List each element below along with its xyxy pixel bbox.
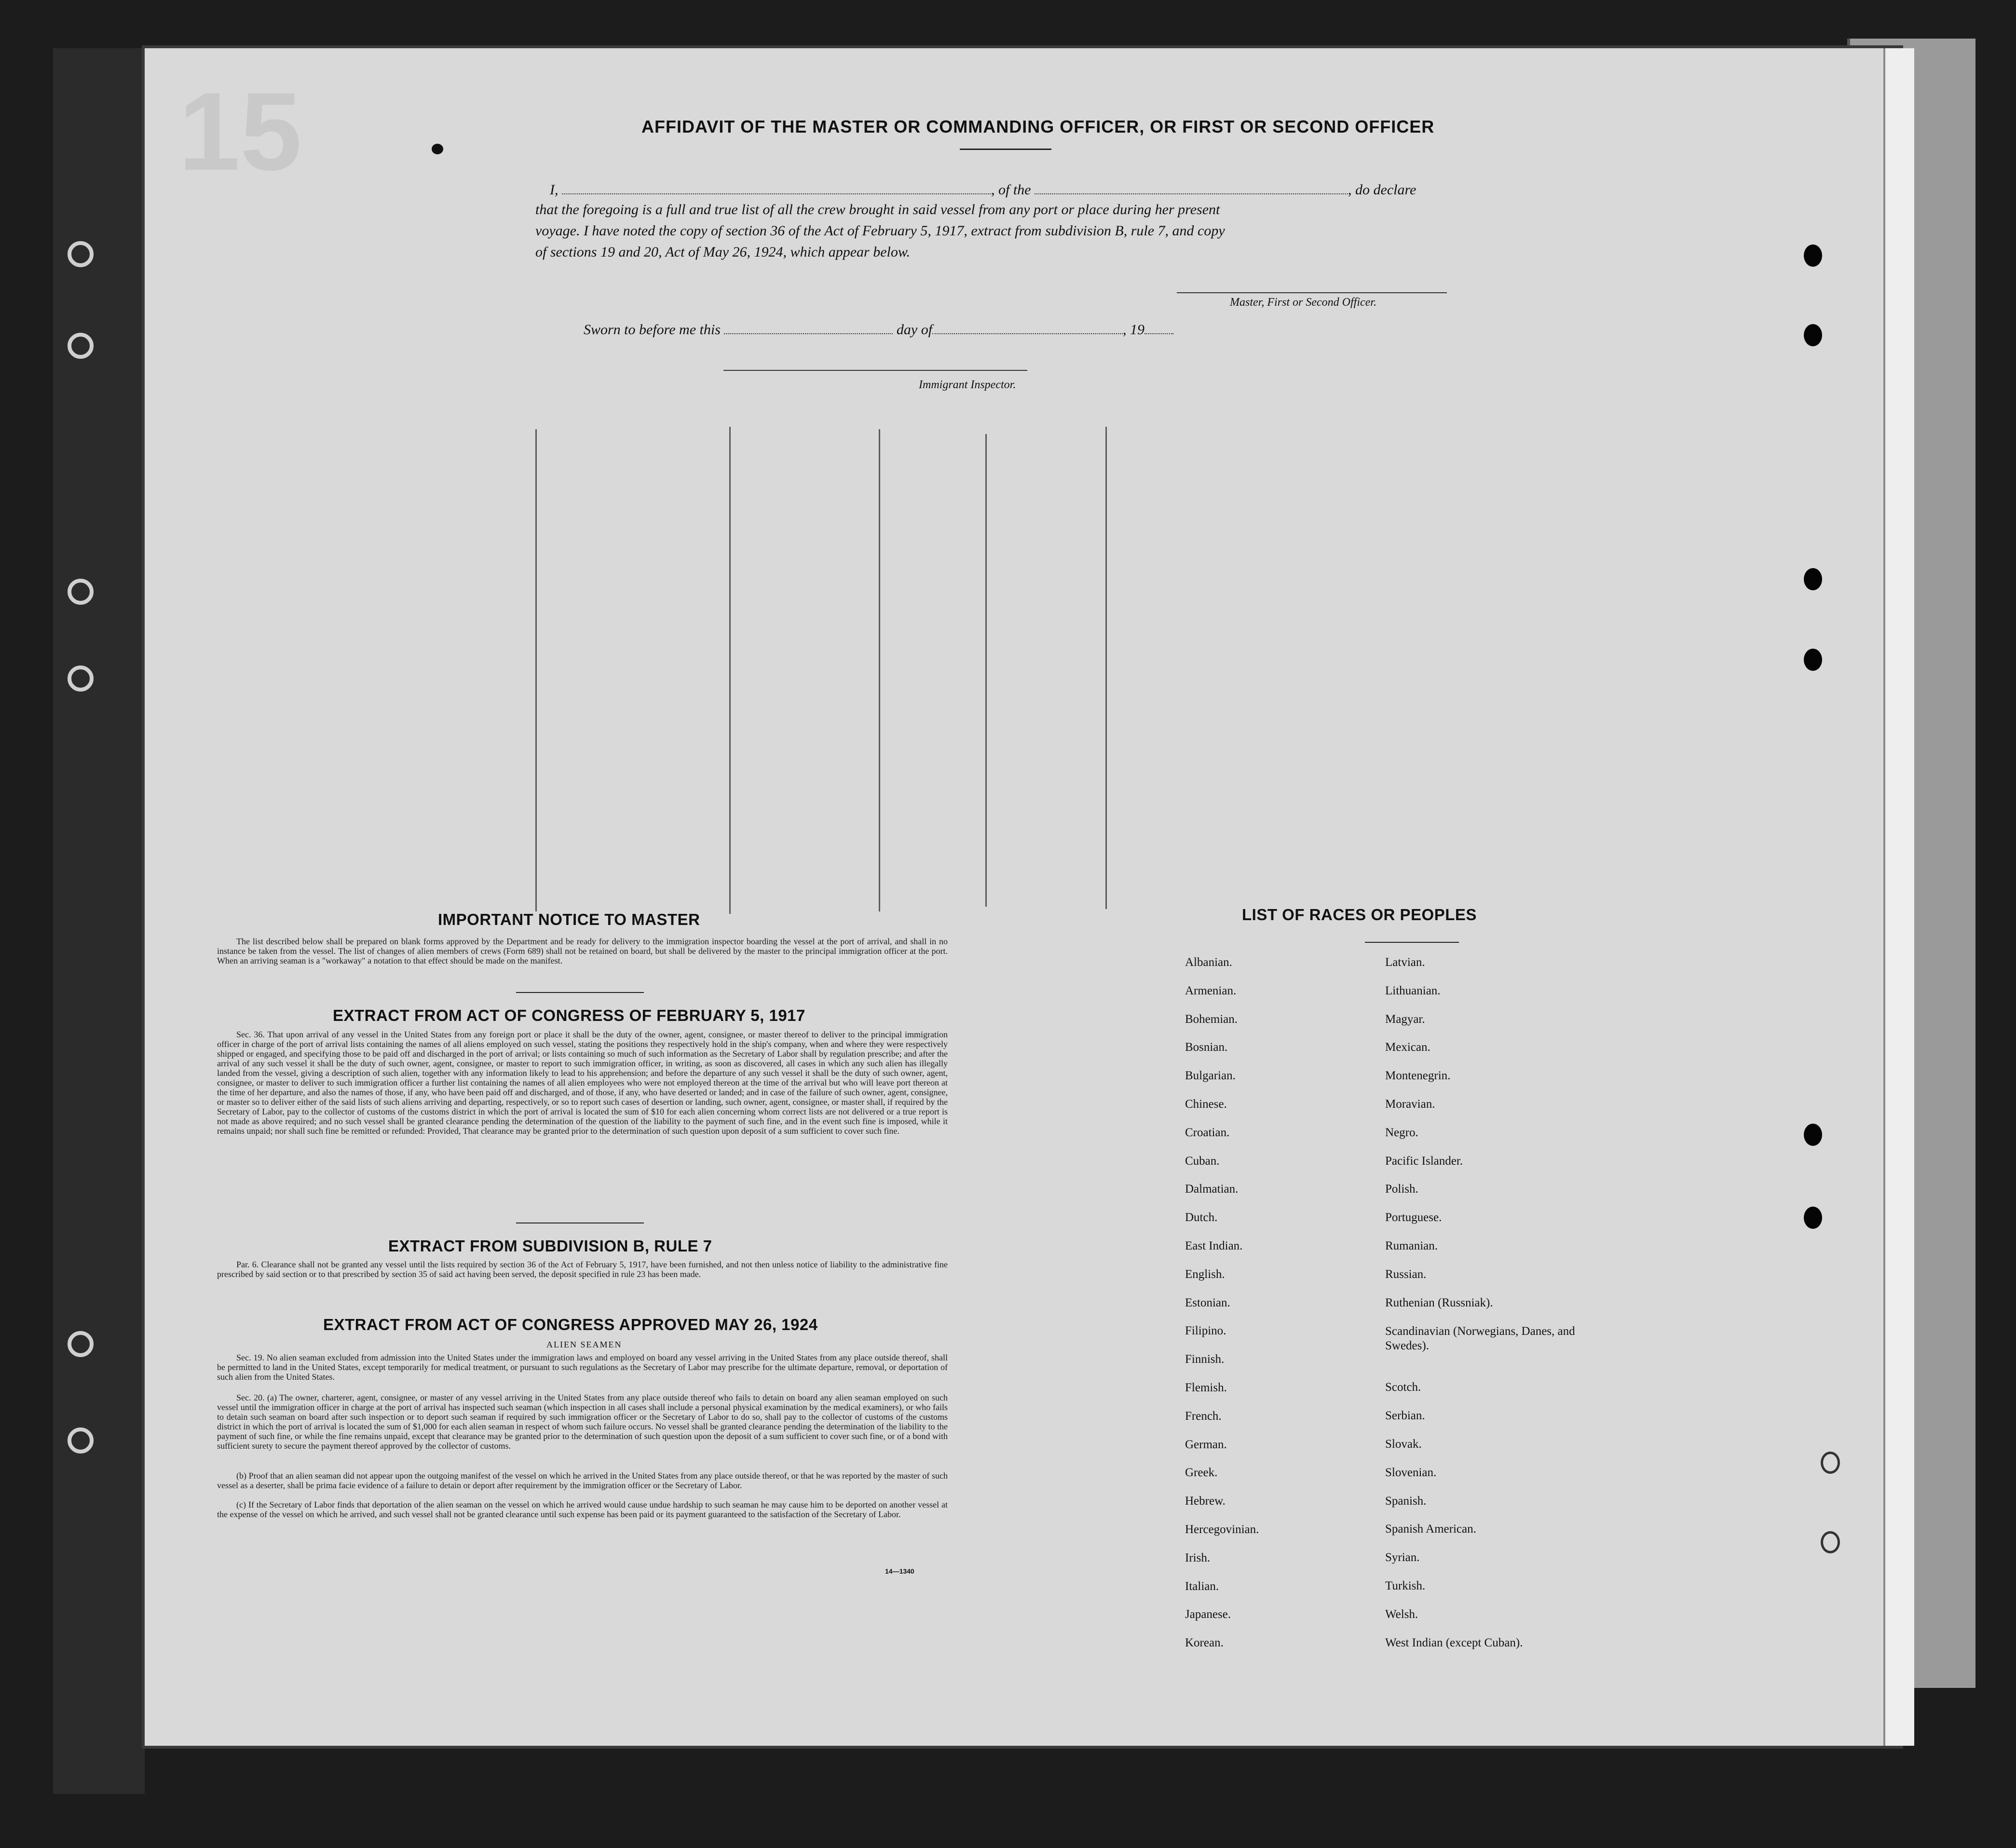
race-item: Bohemian.	[1185, 1012, 1238, 1026]
extract-1917-title: EXTRACT FROM ACT OF CONGRESS OF FEBRUARY 5, 1917	[333, 1006, 805, 1024]
inspector-label: Immigrant Inspector.	[919, 379, 1016, 391]
race-item: Spanish.	[1385, 1494, 1427, 1508]
master-signature-line	[1177, 292, 1447, 293]
affidavit-line-1	[550, 181, 1416, 198]
extract-1917-body: Sec. 36. That upon arrival of any vessel in the United States from any foreign port or place it shall be the duty of the owner, agent, consignee, or master thereof to deliver to the principal immigration officer in charge of the port of arrival lists containing the names of all aliens employed on such vessel, stating the positions they respectively hold in the ship's company, when and where they were respectively shipped or engaged, and specifying those to be paid off and discharged in the port of arrival; or lists containing so much of such information as the Secretary of Labor shall by regulation prescribe; and after the arrival of any such vessel it shall be the duty of such owner, agent, consignee, or master to report to such immigration officer, in writing, as soon as discovered, all cases in which any such alien has illegally landed from the vessel, giving a description of such alien, together with any information likely to lead to his apprehension; and before the departure of any such vessel it shall be the duty of such owner, agent, consignee, or master to deliver to such immigration officer a further list containing the names of all alien employees who were not employed thereon at the time of the arrival but who will leave port thereon at the time of her departure, and also the names of those, if any, who have been paid off and discharged, and of those, if any, who have deserted or landed; and in case of the failure of such owner, agent, consignee, or master so to deliver either of the said lists of such aliens arriving and departing, respectively, or so to report such cases of desertion or landing, such owner, agent, consignee, or master shall, if required by the Secretary of Labor, pay to the collector of customs of the customs district in which the port of arrival is located the sum of $10 for each alien concerning whom correct lists are not delivered or a true report is not made as above required; and no such vessel shall be granted clearance pending the determination of the question of the liability to the payment of such fine, and in the event such fine is imposed, while it remains unpaid; nor shall such fine be remitted or refunded: Provided, That clearance may be granted prior to the determination of such question upon deposit of a sum sufficient to cover such fine.	[217, 1030, 948, 1136]
punch-hole-icon	[1804, 245, 1822, 267]
race-item: Slovak.	[1385, 1437, 1422, 1451]
sworn-day-of: day of	[896, 322, 933, 338]
race-item: Estonian.	[1185, 1296, 1230, 1309]
race-item: Armenian.	[1185, 984, 1237, 997]
binder-ring-icon	[68, 579, 94, 605]
race-item: Korean.	[1185, 1636, 1224, 1650]
race-item: Russian.	[1385, 1267, 1427, 1281]
race-item: Dalmatian.	[1185, 1182, 1239, 1196]
binder-ring-icon	[68, 1427, 94, 1454]
race-item: Polish.	[1385, 1182, 1418, 1196]
affidavit-title: AFFIDAVIT OF THE MASTER OR COMMANDING OFFICER, OR FIRST OR SECOND OFFICER	[641, 117, 1435, 136]
punch-hole-icon	[1804, 568, 1822, 590]
column-rule	[535, 429, 537, 911]
binder-ring-icon	[68, 333, 94, 359]
column-rule	[729, 427, 731, 914]
race-item: Portuguese.	[1385, 1211, 1442, 1224]
race-item: Chinese.	[1185, 1097, 1227, 1111]
punch-hole-icon	[1821, 1531, 1840, 1553]
race-item: Cuban.	[1185, 1154, 1220, 1168]
races-column-1	[1185, 956, 1388, 1665]
column-rule	[879, 429, 880, 911]
race-item: Lithuanian.	[1385, 984, 1441, 997]
race-item: Irish.	[1185, 1551, 1211, 1564]
page-edge	[1883, 48, 1914, 1746]
punch-hole-icon	[1804, 1207, 1822, 1229]
race-item: Hercegovinian.	[1185, 1522, 1259, 1536]
affidavit-line-4: of sections 19 and 20, Act of May 26, 1924, which appear below.	[535, 244, 911, 260]
race-item: Rumanian.	[1385, 1239, 1438, 1252]
race-item: Welsh.	[1385, 1607, 1418, 1621]
alien-seamen-subtitle: ALIEN SEAMEN	[546, 1340, 622, 1349]
race-item: Montenegrin.	[1385, 1069, 1451, 1083]
extract-rule7-title: EXTRACT FROM SUBDIVISION B, RULE 7	[388, 1237, 712, 1255]
sworn-day-blank	[724, 321, 893, 334]
sworn-year: , 19	[1123, 322, 1145, 338]
binder-ring-icon	[68, 1331, 94, 1357]
column-rule	[1105, 427, 1107, 909]
race-item: Croatian.	[1185, 1126, 1230, 1139]
race-item: Pacific Islander.	[1385, 1154, 1463, 1168]
race-item: Spanish American.	[1385, 1522, 1476, 1536]
affidavit-prefix: I,	[550, 182, 558, 198]
race-item: East Indian.	[1185, 1239, 1243, 1252]
affidavit-line-3: voyage. I have noted the copy of section 36 of the Act of February 5, 1917, extract from subdivision B, rule 7, and copy	[535, 223, 1225, 239]
sworn-prefix: Sworn to before me this	[584, 322, 721, 338]
races-title: LIST OF RACES OR PEOPLES	[1242, 906, 1477, 924]
race-item: Negro.	[1385, 1126, 1418, 1139]
binder-ring-icon	[68, 666, 94, 692]
race-item: Mexican.	[1385, 1041, 1430, 1054]
race-item: Magyar.	[1385, 1012, 1425, 1026]
race-item: Scandinavian (Norwegians, Danes, and Swedes).	[1385, 1325, 1575, 1353]
race-item: Japanese.	[1185, 1608, 1231, 1621]
race-item: West Indian (except Cuban).	[1385, 1636, 1523, 1649]
section-divider	[516, 992, 644, 993]
race-item: Italian.	[1185, 1579, 1219, 1593]
sec20a-text: Sec. 20. (a) The owner, charterer, agent, consignee, or master of any vessel arriving in the United States from any place outside thereof who fails to detain on board any alien seaman employed on such vessel until the immigration officer in charge at the port of arrival has inspected such seaman (which inspection in all cases shall include a personal physical examination by the medical examiners), or who fails to detain such seaman on board after such inspection or to deport such seaman if required by such immigration officer or the Secretary of Labor to do so, shall pay to the collector of customs of the customs district in which the port of arrival is located the sum of $1,000 for each alien seaman in respect of whom such failure occurs. No vessel shall be granted clearance pending the determination of the liability to the payment of such fine, or while the fine remains unpaid, except that clearance may be granted prior to the determination of such question upon the deposit of a sum sufficient to cover such fine, or of a bond with sufficient surety to secure the payment thereof approved by the collector of customs.	[217, 1393, 948, 1451]
race-item: Slovenian.	[1385, 1466, 1437, 1479]
race-item: Filipino.	[1185, 1324, 1226, 1338]
race-item: French.	[1185, 1409, 1222, 1423]
form-code: 14—1340	[885, 1567, 914, 1575]
sworn-year-blank	[1144, 321, 1173, 334]
affidavit-of-the: , of the	[991, 182, 1031, 198]
vessel-blank	[1035, 181, 1348, 194]
column-rule	[985, 434, 987, 907]
extract-1924-title: EXTRACT FROM ACT OF CONGRESS APPROVED MAY 26, 1924	[323, 1316, 818, 1333]
race-item: Turkish.	[1385, 1579, 1426, 1592]
race-item: Albanian.	[1185, 956, 1232, 969]
race-item: Serbian.	[1385, 1409, 1425, 1423]
sworn-line	[584, 321, 1173, 338]
binder-ring-icon	[68, 241, 94, 267]
race-item: Greek.	[1185, 1466, 1218, 1480]
punch-hole-icon	[1804, 1124, 1822, 1146]
sworn-month-blank	[932, 321, 1123, 334]
notice-body: The list described below shall be prepared on blank forms approved by the Department and be ready for delivery to the immigration inspector boarding the vessel at the port of arrival, and shall in no instance be taken from the vessel. The list of changes of alien members of crews (Form 689) shall not be retained on board, but shall be delivered by the master to the principal immigration officer at the port. When an arriving seaman is a "workaway" a notation to that effect should be made on the manifest.	[217, 937, 948, 965]
title-divider	[960, 149, 1051, 150]
race-item: Ruthenian (Russniak).	[1385, 1296, 1493, 1309]
binder-edge	[53, 48, 145, 1794]
affidavit-line-2: that the foregoing is a full and true list of all the crew brought in said vessel from any port or place during her present	[535, 202, 1220, 217]
affidavit-declare: , do declare	[1348, 182, 1417, 198]
race-item: Finnish.	[1185, 1353, 1225, 1366]
ink-blot	[432, 144, 443, 154]
race-item: Latvian.	[1385, 956, 1425, 969]
race-item: Syrian.	[1385, 1551, 1420, 1564]
sec20c-text: (c) If the Secretary of Labor finds that deportation of the alien seaman on the vessel on which he arrived would cause undue hardship to such seaman he may cause him to be deported on another vessel at the expense of the vessel on which he arrived, and such vessel shall not be granted clearance until such expense has been paid or its payment guaranteed to the satisfaction of the Secretary of Labor.	[217, 1500, 948, 1519]
sec19-text: Sec. 19. No alien seaman excluded from admission into the United States under the immigration laws and employed on board any vessel arriving in the United States from any place outside thereof, shall be permitted to land in the United States, except temporarily for medical treatment, or pursuant to such regulations as the Secretary of Labor may prescribe for the ultimate departure, removal, or deportation of such alien from the United States.	[217, 1353, 948, 1382]
extract-rule7-body: Par. 6. Clearance shall not be granted any vessel until the lists required by section 36 of the Act of February 5, 1917, have been furnished, and not then unless notice of liability to the administrative fine prescribed by said section or to that prescribed by section 35 of said act having been served, the deposit specified in rule 23 has been made.	[217, 1260, 948, 1279]
race-item: Moravian.	[1385, 1097, 1435, 1111]
races-column-2	[1385, 956, 1578, 1664]
race-item: Bosnian.	[1185, 1041, 1228, 1054]
ghost-page-number: 15	[178, 69, 302, 193]
notice-title: IMPORTANT NOTICE TO MASTER	[438, 910, 700, 928]
races-divider	[1365, 942, 1459, 943]
race-item: Scotch.	[1385, 1381, 1421, 1394]
punch-hole-icon	[1804, 324, 1822, 346]
race-item: German.	[1185, 1438, 1227, 1451]
race-item: English.	[1185, 1267, 1225, 1281]
race-item: Flemish.	[1185, 1381, 1227, 1394]
punch-hole-icon	[1804, 649, 1822, 671]
master-signature-label: Master, First or Second Officer.	[1230, 296, 1376, 309]
name-blank	[562, 181, 991, 194]
race-item: Bulgarian.	[1185, 1069, 1236, 1083]
form-page	[145, 48, 1900, 1746]
race-item: Dutch.	[1185, 1211, 1218, 1224]
inspector-signature-line	[723, 370, 1027, 371]
sec20b-text: (b) Proof that an alien seaman did not appear upon the outgoing manifest of the vessel on which he arrived in the United States from any place outside thereof, or that he was reported by the master of such vessel as a deserter, shall be prima facie evidence of a failure to detain or deport after requirement by the immigration officer or the Secretary of Labor.	[217, 1471, 948, 1490]
punch-hole-icon	[1821, 1452, 1840, 1474]
race-item: Hebrew.	[1185, 1495, 1226, 1508]
